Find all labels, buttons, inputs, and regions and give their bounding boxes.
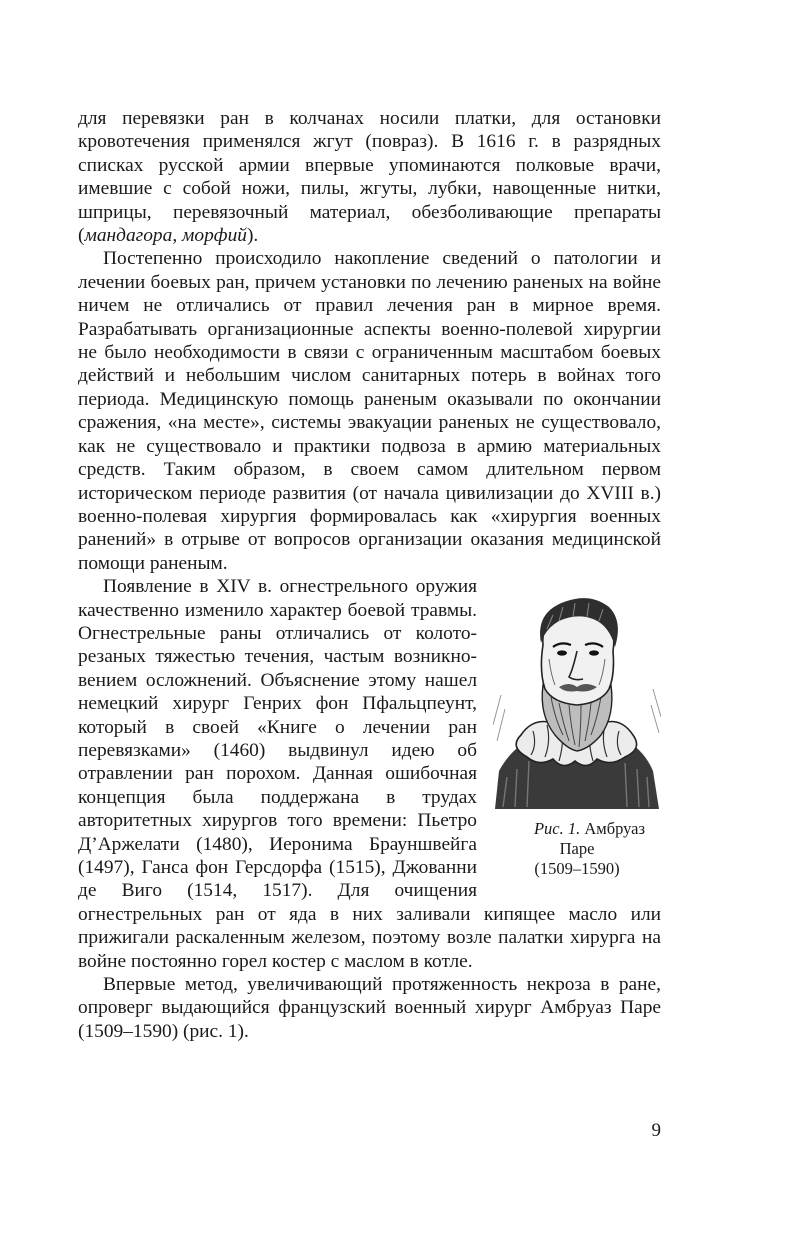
paragraph-3-text: Появление в XIV в. огнестрельного оружия качественно изменило характер боевой травмы. Огнестрельные раны отличались от колото-резаных тяжестью течения, частым возникновением осложнений. Объяснение этому нашел немецкий хирург Генрих фон Пфальцпеунт, который в своей «Книге о лечении ран перевязками» (1460) выдвинул идею об отравлении ран порохом. Данная ошибочная концепция была поддержана в трудах авторитетных хирургов того времени: Пьетро Д’Аржелати (1480), Иеронима Брауншвейга (1497), Ганса фон Герсдорфа (1515), Джованни де Виго (1514, 1517). Для очищения огнестрельных ран от яда в них заливали кипящее масло или прижигали раскаленным железом, поэтому возле палатки хирурга на войне постоянно горел костер с маслом в котле. — [78, 576, 661, 972]
figure-name: Амбруаз Паре — [559, 819, 646, 859]
figure-caption — [493, 819, 661, 879]
figure-years: (1509–1590) — [534, 859, 620, 879]
portrait-illustration — [493, 585, 661, 809]
italic-term: морфий — [182, 225, 247, 247]
figure-float — [493, 585, 661, 879]
italic-term: мандагора — [84, 225, 173, 247]
paragraph-1: для перевязки ран в колчанах носили платки, для остановки кровотечения применялся жгут (повраз). В 1616 г. в разрядных списках русской армии впервые упоминаются полковые врачи, имевшие с собой ножи, пилы, жгуты, лубки, навощенные нитки, шприцы, перевязочный материал, обезболивающие препараты (мандагора, морфий). — [78, 108, 661, 247]
page-number: 9 — [651, 1120, 661, 1141]
figure-label: Рис. 1. — [533, 819, 581, 839]
body-text — [78, 107, 661, 1043]
paragraph-2: Постепенно происходило накопление сведений о патологии и лечении боевых ран, причем установки по лечению раненых на войне ничем не отличались от правил лечения ран в мирное время. Разрабатывать организационные аспекты военно-полевой хирургии не было необходимости в связи с ограниченным масштабом боевых действий и небольшим числом санитарных потерь в войнах того периода. Медицинскую помощь раненым оказывали по окончании сражения, «на месте», системы эвакуации раненых не существовало, как не существовало и практики подвоза в армию материальных средств. Таким образом, в своем самом длительном первом историческом периоде развития (от начала цивилизации до XVIII в.) военно-полевая хирургия формировалась как «хирургия военных ранений» в отрыве от вопросов организации оказания медицинской помощи раненым. — [78, 248, 661, 574]
paragraph-3 — [78, 575, 661, 973]
paragraph-4: Впервые метод, увеличивающий протяженность некроза в ране, опроверг выдающийся французский военный хирург Амбруаз Паре (1509–1590) (рис. 1). — [78, 974, 661, 1042]
